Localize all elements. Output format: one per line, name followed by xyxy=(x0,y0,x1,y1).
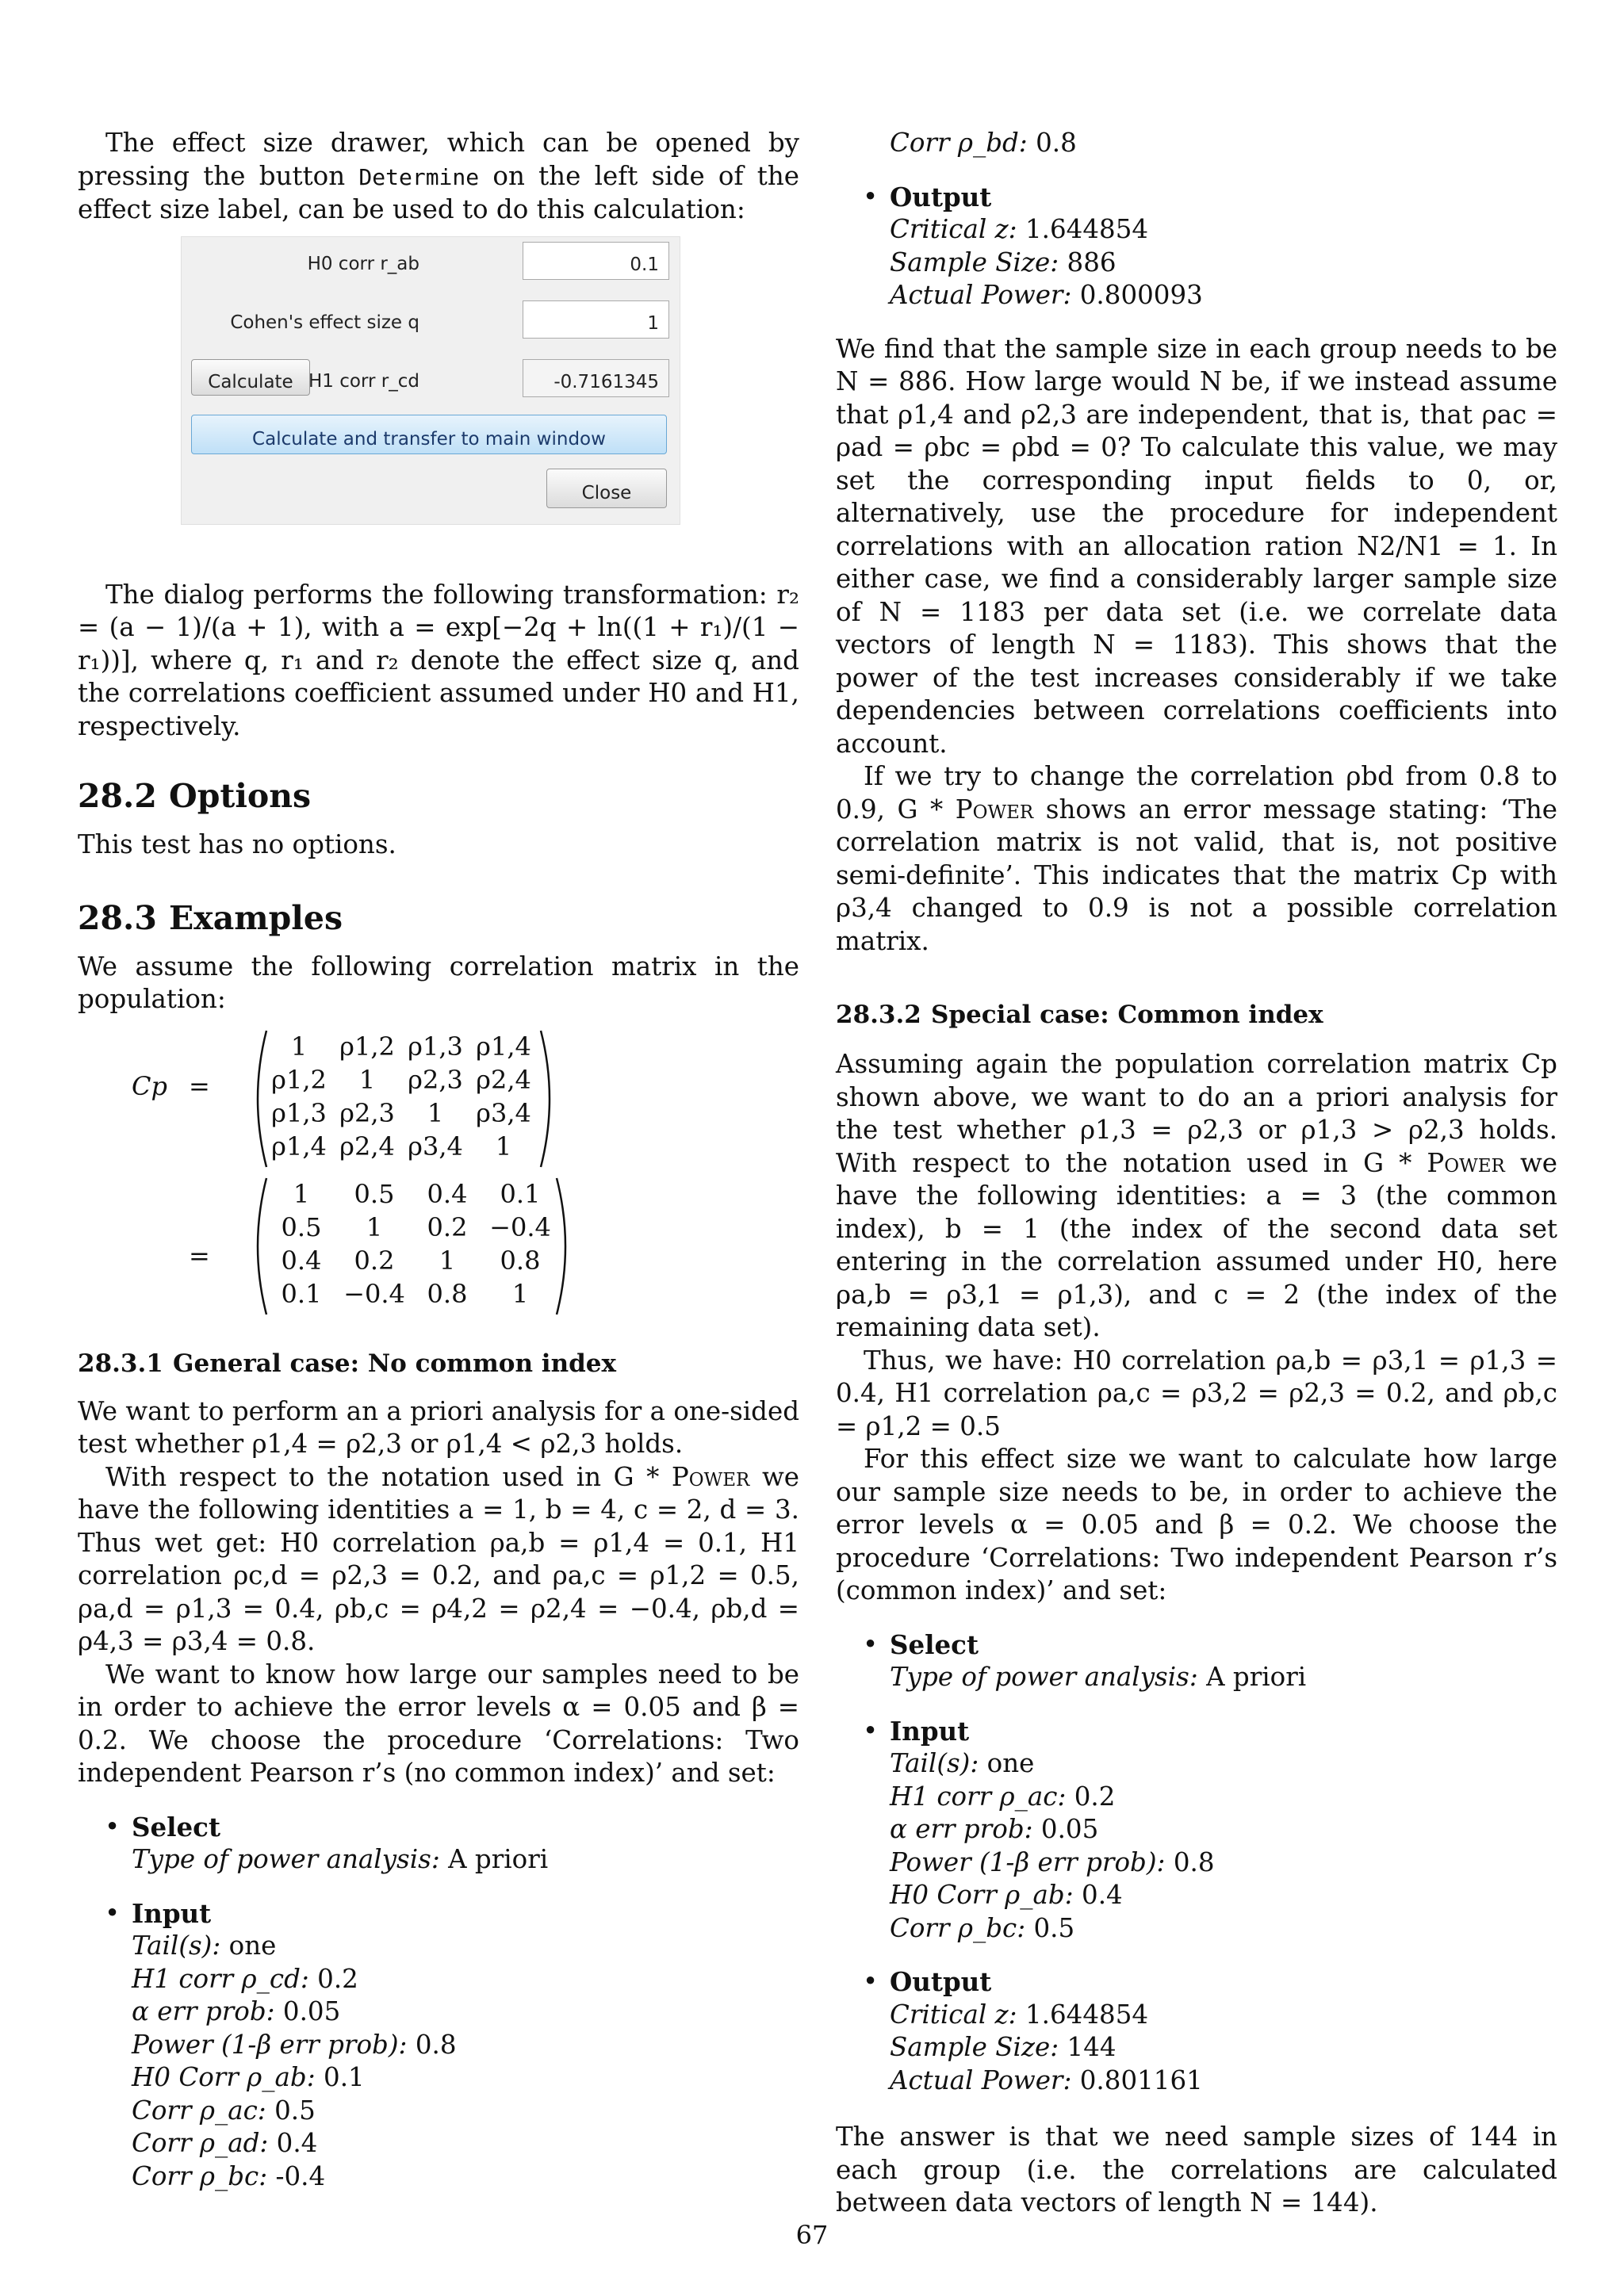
text-part: shows an error message stating: ‘The correlation matrix is not valid, that is, not positive semi-definite’. This indicates that the matrix Cp with ρ3,4 changed to 0.9 is not a possible correlation matrix. xyxy=(836,794,1557,956)
input-line: H0 Corr ρ_ab: 0.4 xyxy=(890,1880,1123,1910)
matrix-cell: ρ2,4 xyxy=(476,1064,531,1095)
matrix-cell: 1 xyxy=(495,1131,512,1161)
input-line: α err prob: 0.05 xyxy=(890,1814,1099,1844)
settings-list-left xyxy=(78,1811,799,2194)
text-part: Assuming again the population correlation matrix Cp shown above, we want to do an a priori analysis for the test whether ρ1,3 = ρ2,3 or ρ1,3 > ρ2,3 holds. With respect to the notation used in G * xyxy=(836,1049,1557,1178)
output-head: Output xyxy=(890,181,992,212)
section-options-heading xyxy=(78,776,799,816)
bullet: • xyxy=(863,181,879,212)
right-paren-1 xyxy=(538,1027,561,1170)
matrix-cell: 0.2 xyxy=(354,1245,395,1276)
right-paragraph-3 xyxy=(836,1048,1557,1345)
examples-text: We assume the following correlation matrix in the population: xyxy=(78,951,799,1014)
settings-list-continued xyxy=(836,127,1557,312)
input-line: Power (1-β err prob): 0.8 xyxy=(132,2029,457,2060)
bullet: • xyxy=(863,1966,879,1996)
output-line: Critical z: 1.644854 xyxy=(890,214,1149,244)
right-column xyxy=(836,127,1557,2220)
input-line: H1 corr ρ_cd: 0.2 xyxy=(132,1963,358,1994)
matrix-cell: 1 xyxy=(366,1211,383,1242)
right-paragraph-4: Thus, we have: H0 correlation ρa,b = ρ3,1 = ρ1,3 = 0.4, H1 correlation ρa,c = ρ3,2 = ρ2,3 = 0.2, and ρb,c = ρ1,2 = 0.5 xyxy=(836,1345,1557,1441)
matrix-cell: ρ1,4 xyxy=(476,1031,531,1062)
input-line: Corr ρ_bc: -0.4 xyxy=(132,2160,326,2191)
effect-size-q-label: Cohen's effect size q xyxy=(230,312,419,333)
matrix-cell: 1 xyxy=(293,1178,310,1209)
h1-corr-label: H1 corr r_cd xyxy=(308,370,419,392)
section-title: Examples xyxy=(169,898,343,937)
section-number: 28.3.2 xyxy=(836,1001,921,1029)
calculate-transfer-button[interactable]: Calculate and transfer to main window xyxy=(191,415,667,454)
input-continued xyxy=(863,127,1557,160)
input-line: Power (1-β err prob): 0.8 xyxy=(890,1846,1215,1877)
section-general-heading xyxy=(78,1348,799,1380)
matrix-eq-2: = xyxy=(189,1240,210,1271)
intro-text-1: The effect size drawer, which can be opened by pressing the button xyxy=(78,128,799,191)
section-title: Options xyxy=(169,777,312,815)
general-paragraph-2 xyxy=(78,1461,799,1659)
text-part: With respect to the notation used in G * xyxy=(105,1461,672,1492)
input-item xyxy=(105,1897,799,2194)
effect-size-q-input[interactable]: 1 xyxy=(523,300,669,339)
input-head: Input xyxy=(890,1715,970,1747)
text-part: we have the following identities: a = 3 (the common index), b = 1 (the index of the second data set entering in the correlation assumed under H0, here ρa,b = ρ3,1 = ρ1,3), and c = 2 (the index of the remaining data set). xyxy=(836,1147,1557,1342)
section-number: 28.3 xyxy=(78,898,157,937)
output-item-2 xyxy=(863,1965,1557,2097)
intro-paragraph xyxy=(78,127,799,227)
select-item: • Select Type of power analysis: A priori xyxy=(863,1628,1557,1694)
calculate-button[interactable]: Calculate xyxy=(191,359,310,396)
output-line: Sample Size: 886 xyxy=(890,247,1116,277)
right-paragraph-2 xyxy=(836,760,1557,958)
matrix-cell: −0.4 xyxy=(343,1278,405,1309)
output-item-1 xyxy=(863,181,1557,312)
output-line: Critical z: 1.644854 xyxy=(890,1999,1149,2030)
input-line: α err prob: 0.05 xyxy=(132,1996,341,2026)
bullet: • xyxy=(863,1715,879,1746)
matrix-cell: ρ1,2 xyxy=(339,1031,395,1062)
matrix-cell: ρ2,4 xyxy=(339,1131,395,1161)
h1-corr-output: -0.7161345 xyxy=(523,359,669,397)
matrix-cell: 0.8 xyxy=(427,1278,468,1309)
output-line: Actual Power: 0.800093 xyxy=(890,280,1203,310)
gpower-name: Power xyxy=(955,794,1034,825)
correlation-matrix xyxy=(78,1027,799,1345)
input-line: Tail(s): one xyxy=(132,1931,277,1961)
input-head: Input xyxy=(132,1897,212,1929)
intro-text-2: on the left side of the effect size label, can be used to do this calculation: xyxy=(78,160,800,224)
matrix-cell: 0.4 xyxy=(427,1178,468,1209)
matrix-cell: ρ3,4 xyxy=(476,1097,531,1128)
matrix-cell: 0.5 xyxy=(281,1211,322,1242)
h0-corr-label: H0 corr r_ab xyxy=(307,253,419,274)
matrix-cell: ρ1,2 xyxy=(271,1064,327,1095)
text-part: If we try to change the correlation ρbd from 0.8 to 0.9, G * xyxy=(836,761,1557,825)
section-number: 28.3.1 xyxy=(78,1349,163,1378)
right-paren-2 xyxy=(553,1175,577,1318)
matrix-cell: ρ2,3 xyxy=(408,1064,463,1095)
section-title: General case: No common index xyxy=(173,1349,616,1378)
bullet: • xyxy=(863,1628,879,1659)
input-line: Corr ρ_bd: 0.8 xyxy=(890,128,1077,158)
select-item xyxy=(105,1811,799,1877)
right-paragraph-1: We find that the sample size in each group needs to be N = 886. How large would N be, if we instead assume that ρ1,4 and ρ2,3 are independent, that is, that ρac = ρad = ρbc = ρbd = 0? To calculate this value, we may set the corresponding input fields to 0, or, alternatively, use the procedure for independent correlations with an allocation ration N2/N1 = 1. In either case, we find a considerably larger sample size of N = 1183 per data set (i.e. we correlate data vectors of length N = 1183). This shows that the power of the test increases considerably if we take dependencies between correlations coefficients into account. xyxy=(836,333,1557,759)
h0-corr-input[interactable]: 0.1 xyxy=(523,242,669,280)
matrix-cell: ρ2,3 xyxy=(339,1097,395,1128)
options-text: This test has no options. xyxy=(78,829,396,859)
output-line: Actual Power: 0.801161 xyxy=(890,2064,1203,2095)
matrix-cell: ρ1,3 xyxy=(271,1097,327,1128)
input-line: Corr ρ_ad: 0.4 xyxy=(132,2128,318,2158)
output-line: Sample Size: 144 xyxy=(890,2032,1116,2062)
matrix-cell: 0.8 xyxy=(500,1245,541,1276)
determine-button-ref: Determine xyxy=(358,163,480,190)
left-column xyxy=(78,127,799,2193)
text-part: we have the following identities a = 1, b = 4, c = 2, d = 3. Thus wet get: H0 correlation ρa,b = ρ1,4 = 0.1, H1 correlation ρc,d = ρ2,3 = 0.2, and ρa,c = ρ1,2 = 0.5, ρa,d = ρ1,3 = 0.4, ρb,c = ρ4,2 = ρ2,4 = −0.4, ρb,d = ρ4,3 = ρ3,4 = 0.8. xyxy=(78,1461,799,1656)
select-value: A priori xyxy=(439,1844,549,1874)
section-number: 28.2 xyxy=(78,777,157,815)
section-examples-heading xyxy=(78,898,799,938)
general-paragraph-1: We want to perform an a priori analysis for a one-sided test whether ρ1,4 = ρ2,3 or ρ1,4 < ρ2,3 holds. xyxy=(78,1395,799,1459)
input-line: Corr ρ_ac: 0.5 xyxy=(132,2095,316,2126)
select-head: Select xyxy=(890,1628,979,1660)
matrix-cell: ρ1,3 xyxy=(408,1031,463,1062)
bullet: • xyxy=(105,1811,121,1842)
matrix-cell: 0.1 xyxy=(281,1278,322,1309)
general-paragraph-3: We want to know how large our samples need to be in order to achieve the error levels α = 0.05 and β = 0.2. We choose the procedure ‘Correlations: Two independent Pearson r’s (no common index)’ and set: xyxy=(78,1659,799,1788)
section-title: Special case: Common index xyxy=(931,1001,1323,1029)
input-line: H1 corr ρ_ac: 0.2 xyxy=(890,1781,1116,1812)
input-item xyxy=(863,1715,1557,1946)
input-line: Tail(s): one xyxy=(890,1748,1035,1778)
select-label: Type of power analysis: xyxy=(132,1844,440,1874)
transform-paragraph: The dialog performs the following transformation: r₂ = (a − 1)/(a + 1), with a = exp[−2q + ln((1 + r₁)/(1 − r₁))], where q, r₁ and r₂ denote the effect size q, and the correlations coefficient assumed under H0 and H1, respectively. xyxy=(78,579,799,741)
output-head: Output xyxy=(890,1966,992,1997)
matrix-cell: 1 xyxy=(427,1097,444,1128)
page-number: 67 xyxy=(795,2220,829,2250)
matrix-label: Cp xyxy=(132,1070,167,1101)
close-button[interactable]: Close xyxy=(546,469,667,508)
section-special-heading xyxy=(836,999,1557,1031)
matrix-cell: 1 xyxy=(290,1031,308,1062)
matrix-cell: ρ3,4 xyxy=(408,1131,463,1161)
right-paragraph-5: For this effect size we want to calculate how large our sample size needs to be, in order to achieve the error levels α = 0.05 and β = 0.2. We choose the procedure ‘Correlations: Two independent Pearson r’s (common index)’ and set: xyxy=(836,1444,1557,1605)
matrix-cell: 0.4 xyxy=(281,1245,322,1276)
matrix-cell: 0.1 xyxy=(500,1178,541,1209)
effect-size-dialog xyxy=(181,236,680,525)
gpower-name: Power xyxy=(671,1461,750,1492)
matrix-cell: 1 xyxy=(358,1064,376,1095)
matrix-cell: ρ1,4 xyxy=(271,1131,327,1161)
settings-list-right xyxy=(836,1628,1557,2098)
input-line: Corr ρ_bc: 0.5 xyxy=(890,1912,1075,1943)
matrix-cell: 0.5 xyxy=(354,1178,395,1209)
matrix-cell: 1 xyxy=(439,1245,456,1276)
right-paragraph-6: The answer is that we need sample sizes of 144 in each group (i.e. the correlations are calculated between data vectors of length N = 144). xyxy=(836,2122,1557,2218)
matrix-cell: −0.4 xyxy=(489,1211,551,1242)
gpower-name: Power xyxy=(1427,1147,1505,1178)
matrix-eq-1: = xyxy=(189,1070,210,1101)
select-head: Select xyxy=(132,1811,220,1843)
input-line: H0 Corr ρ_ab: 0.1 xyxy=(132,2062,365,2092)
matrix-cell: 0.2 xyxy=(427,1211,468,1242)
bullet: • xyxy=(105,1897,121,1928)
matrix-cell: 1 xyxy=(511,1278,529,1309)
